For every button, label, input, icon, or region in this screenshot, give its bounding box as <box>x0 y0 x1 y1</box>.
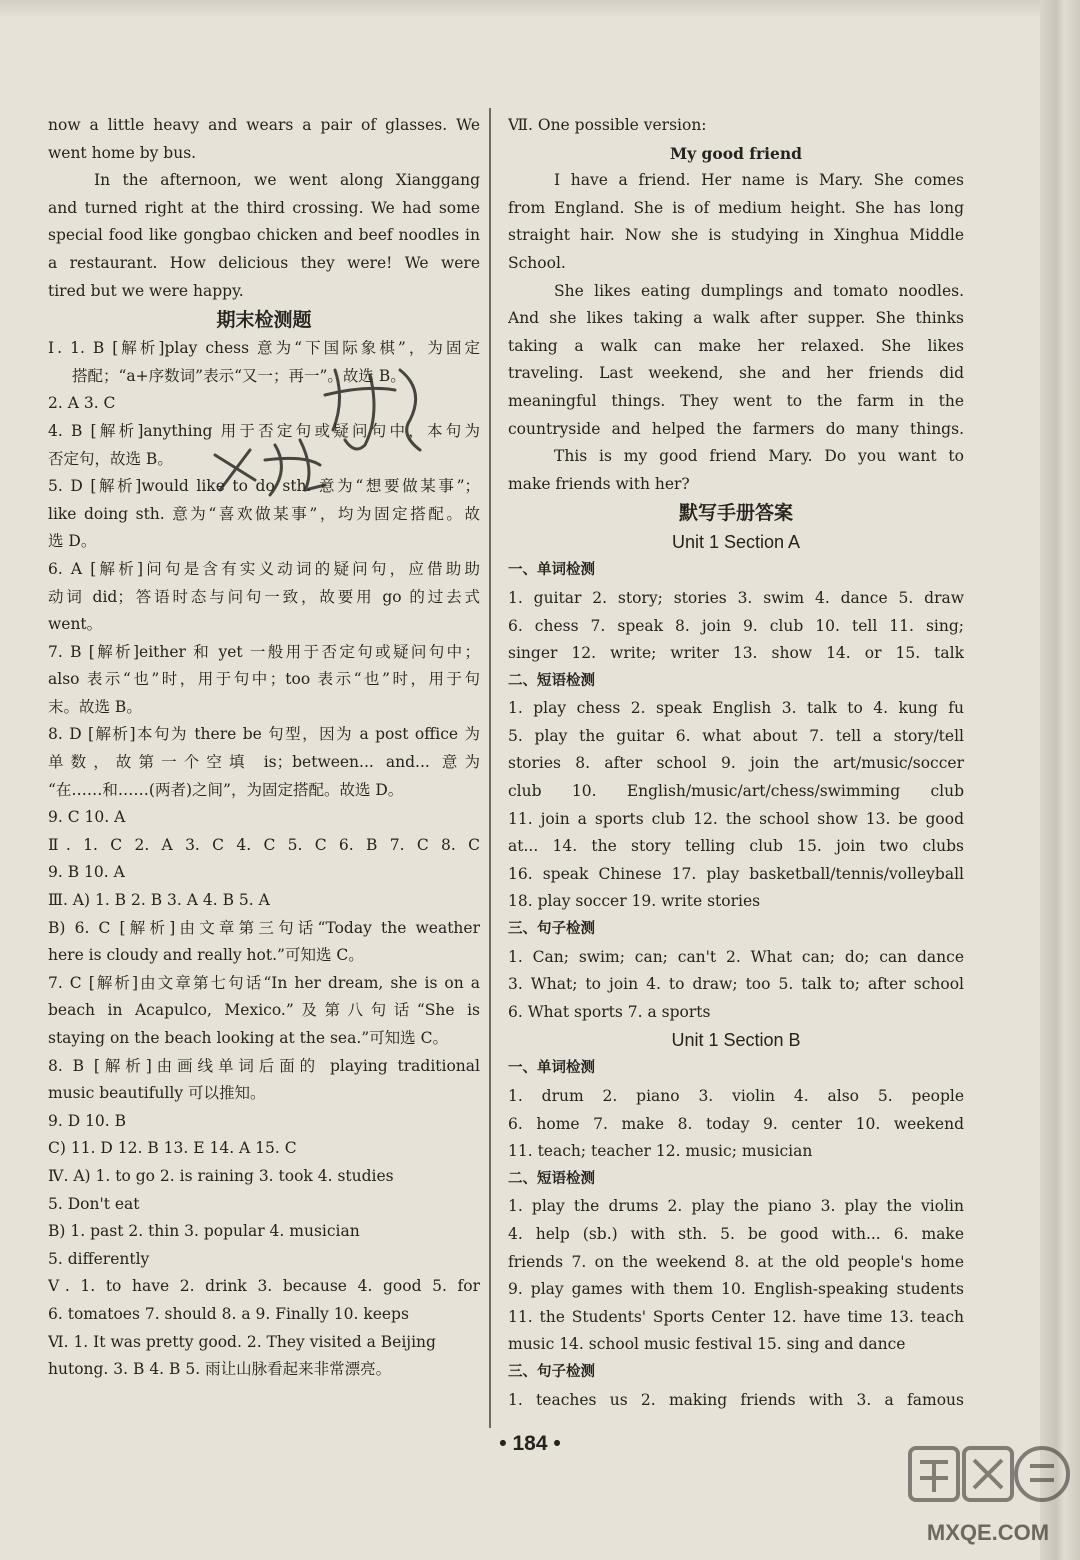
essay-line: make friends with her? <box>508 474 690 493</box>
essay-intro: Ⅶ. One possible version: <box>508 116 707 134</box>
essay-line: School. <box>508 253 566 272</box>
subsection-label: 二、短语检测 <box>508 672 595 689</box>
essay-line: And she likes taking a walk after supper. She thinks <box>508 309 964 328</box>
answer-line: hutong. 3. B 4. B 5. 雨让山脉看起来非常漂亮。 <box>48 1360 392 1379</box>
answer-line: at... 14. the story telling club 15. join two clubs <box>508 837 964 856</box>
answer-line: Ⅱ. 1. C 2. A 3. C 4. C 5. C 6. B 7. C 8. C <box>48 835 480 854</box>
answer-line: music beautifully 可以推知。 <box>48 1084 266 1103</box>
essay-line: She likes eating dumplings and tomato noodles. <box>554 281 964 300</box>
essay-line: meaningful things. They went to the farm in the <box>508 391 964 410</box>
answer-line: 7. C [解析]由文章第七句话“In her dream, she is on a <box>48 973 480 992</box>
right-column <box>508 112 964 1414</box>
handwritten-scribble <box>195 360 440 500</box>
text-line: In the afternoon, we went along Xianggang <box>94 171 480 190</box>
answer-line: Ⅴ. 1. to have 2. drink 3. because 4. good 5. for <box>48 1277 480 1296</box>
answer-line: 末。故选 B。 <box>48 697 142 716</box>
answer-line: friends 7. on the weekend 8. at the old people's home <box>508 1252 964 1271</box>
answer-line: 6. What sports 7. a sports <box>508 1002 711 1021</box>
answer-line: 1. teaches us 2. making friends with 3. a famous <box>508 1390 964 1409</box>
text-line: went home by bus. <box>48 143 197 162</box>
answer-line: went。 <box>48 615 103 634</box>
answer-line: 搭配；“a+序数词”表示“又一；再一”。故选 B。 <box>72 366 406 385</box>
unit-heading: Unit 1 Section B <box>671 1030 801 1051</box>
page-binding-edge <box>1040 0 1080 1560</box>
answer-line: 18. play soccer 19. write stories <box>508 892 761 911</box>
answer-line: 6. chess 7. speak 8. join 9. club 10. tell 11. sing; <box>508 616 964 635</box>
page-top-edge <box>0 0 1080 18</box>
answer-line: Ⅲ. A) 1. B 2. B 3. A 4. B 5. A <box>48 891 270 910</box>
answer-line: 1. Can; swim; can; can't 2. What can; do; can dance <box>508 947 964 966</box>
text-line: special food like gongbao chicken and beef noodles in <box>48 226 480 245</box>
answer-line: 1. play chess 2. speak English 3. talk to 4. kung fu <box>508 699 964 718</box>
column-divider <box>489 108 491 1428</box>
answer-line: 6. home 7. make 8. today 9. center 10. weekend <box>508 1114 964 1133</box>
answer-line: 11. join a sports club 12. the school show 13. be good <box>508 809 964 828</box>
subsection-label: 三、句子检测 <box>508 921 595 938</box>
text-line: a restaurant. How delicious they were! We were <box>48 253 480 272</box>
answer-line: 5. Don't eat <box>48 1194 140 1213</box>
subsection-label: 一、单词检测 <box>508 1060 595 1077</box>
essay-line: I have a friend. Her name is Mary. She comes <box>554 171 964 190</box>
answer-line: 8. B [解析]由画线单词后面的 playing traditional <box>48 1056 480 1075</box>
answer-line: singer 12. write; writer 13. show 14. or 15. talk <box>508 644 964 663</box>
answer-line: 8. D [解析]本句为 there be 句型，因为 a post office 为 <box>48 725 480 744</box>
answer-line: 4. B [解析]anything 用于否定句或疑问句中，本句为 <box>48 421 480 440</box>
answer-line: 11. teach; teacher 12. music; musician <box>508 1142 813 1161</box>
subsection-label: 三、句子检测 <box>508 1363 595 1380</box>
answer-line: 6. A [解析]问句是含有实义动词的疑问句，应借助助 <box>48 559 480 578</box>
answer-line: 1. play the drums 2. play the piano 3. play the violin <box>508 1197 964 1216</box>
answer-line: 2. A 3. C <box>48 394 116 413</box>
answer-line: like doing sth. 意为“喜欢做某事”，均为固定搭配。故 <box>48 504 480 523</box>
answer-line: 9. C 10. A <box>48 808 126 827</box>
final-exam-heading: 期末检测题 <box>216 309 312 332</box>
answer-line: 5. play the guitar 6. what about 7. tell a story/tell <box>508 726 964 745</box>
answer-line: 6. tomatoes 7. should 8. a 9. Finally 10. keeps <box>48 1304 409 1323</box>
essay-title: My good friend <box>670 143 802 163</box>
answer-line: music 14. school music festival 15. sing and dance <box>508 1335 906 1354</box>
answer-line: 1. drum 2. piano 3. violin 4. also 5. people <box>508 1087 964 1105</box>
answer-line: club 10. English/music/art/chess/swimming club <box>508 782 964 801</box>
answer-line: staying on the beach looking at the sea.”可知选 C。 <box>48 1029 448 1047</box>
essay-line: from England. She is of medium height. She has long <box>508 198 964 217</box>
answer-line: 9. B 10. A <box>48 863 125 882</box>
unit-heading: Unit 1 Section A <box>671 532 801 553</box>
answer-line: 5. differently <box>48 1249 150 1268</box>
left-column <box>48 112 480 1384</box>
essay-line: taking a walk can make her relaxed. She likes <box>508 336 964 355</box>
answer-line: 4. help (sb.) with sth. 5. be good with... 6. make <box>508 1224 964 1243</box>
subsection-label: 二、短语检测 <box>508 1170 595 1187</box>
answer-line: 否定句，故选 B。 <box>48 449 173 468</box>
answer-line: here is cloudy and really hot.”可知选 C。 <box>48 946 364 965</box>
answer-line: also 表示“也”时，用于句中；too 表示“也”时，用于句 <box>48 670 480 689</box>
page-number: • 184 • <box>499 1432 561 1455</box>
answer-line: 7. B [解析]either 和 yet 一般用于否定句或疑问句中； <box>48 642 480 661</box>
essay-line: straight hair. Now she is studying in Xinghua Middle <box>508 226 964 245</box>
answer-line: B) 6. C [解析]由文章第三句话“Today the weather <box>48 918 480 937</box>
site-watermark-logo <box>900 1440 1075 1555</box>
text-line: now a little heavy and wears a pair of glasses. We <box>48 116 480 134</box>
text-line: tired but we were happy. <box>48 281 244 300</box>
text-line: and turned right at the third crossing. We had some <box>48 198 480 217</box>
answer-line: C) 11. D 12. B 13. E 14. A 15. C <box>48 1139 297 1158</box>
answer-line: 9. play games with them 10. English-speaking students <box>508 1280 964 1299</box>
answer-line: 5. D [解析]would like to do sth. 意为“想要做某事”； <box>48 477 480 496</box>
answer-line: beach in Acapulco, Mexico.”及第八句话“She is <box>48 1001 480 1020</box>
essay-line: countryside and helped the farmers do many things. <box>508 419 964 438</box>
subsection-label: 一、单词检测 <box>508 562 595 579</box>
answer-line: stories 8. after school 9. join the art/music/soccer <box>508 754 964 773</box>
answer-line: 1. guitar 2. story; stories 3. swim 4. dance 5. draw <box>508 588 964 607</box>
answer-line: 单数，故第一个空填 is；between... and... 意为 <box>48 753 480 772</box>
watermark-url: MXQE.COM <box>926 1520 1050 1545</box>
answer-line: “在……和……(两者)之间”，为固定搭配。故选 D。 <box>48 780 404 799</box>
answer-line: 9. D 10. B <box>48 1111 127 1130</box>
dictation-answers-heading: 默写手册答案 <box>678 502 793 525</box>
answer-line: 16. speak Chinese 17. play basketball/tennis/volleyball <box>508 864 964 883</box>
answer-line: 选 D。 <box>48 532 97 551</box>
answer-line: 3. What; to join 4. to draw; too 5. talk to; after school <box>508 975 964 994</box>
answer-line: Ⅳ. A) 1. to go 2. is raining 3. took 4. studies <box>48 1166 394 1185</box>
essay-line: traveling. Last weekend, she and her friends did <box>508 364 964 383</box>
answer-line: Ⅵ. 1. It was pretty good. 2. They visited a Beijing <box>48 1332 436 1351</box>
essay-line: This is my good friend Mary. Do you want to <box>554 447 964 466</box>
answer-line: 11. the Students' Sports Center 12. have time 13. teach <box>508 1307 964 1326</box>
answer-line: B) 1. past 2. thin 3. popular 4. musician <box>48 1222 360 1241</box>
answer-line: 动词 did；答语时态与问句一致，故要用 go 的过去式 <box>48 587 480 606</box>
answer-line: Ⅰ. 1. B [解析]play chess 意为“下国际象棋”，为固定 <box>48 339 480 358</box>
